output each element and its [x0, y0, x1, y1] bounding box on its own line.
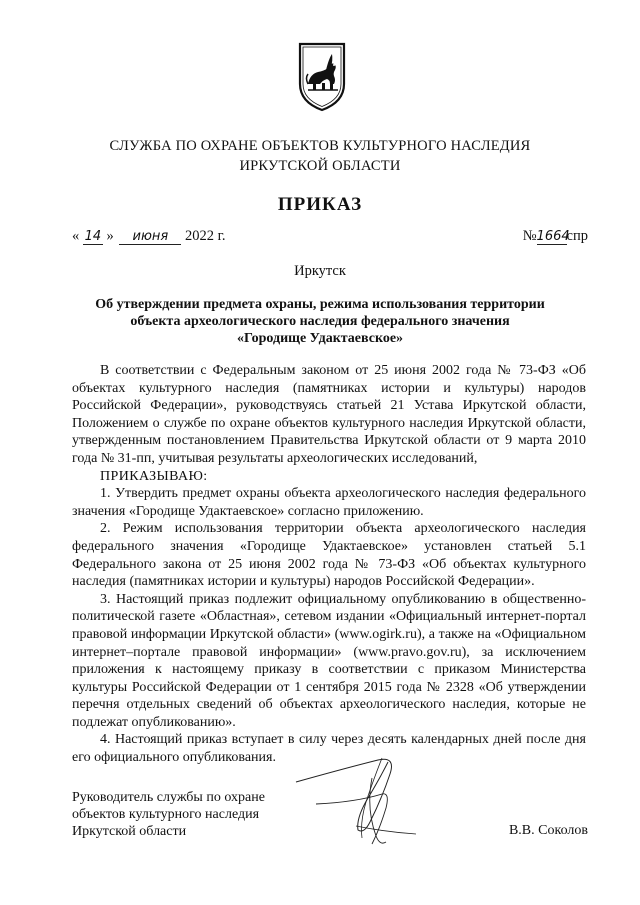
date-month: июня	[119, 230, 181, 245]
order-date	[72, 228, 226, 245]
signatory-title-line-1: Руководитель службы по охране	[72, 790, 265, 805]
order-body	[72, 362, 586, 767]
number-prefix: №	[522, 228, 537, 244]
city: Иркутск	[294, 263, 346, 279]
preamble: В соответствии с Федеральным законом от 25 июня 2002 года № 73-ФЗ «Об объектах культурного наследия (памятниках истории и культуры) народов Российской Федерации», руководствуясь статьей 21 Устава Иркутской области, Положением о службе по охране объектов культурного наследия Иркутской области, утвержденным постановлением Правительства Иркутской области от 9 марта 2010 года № 31-пп, учитывая результаты археологических исследований,	[72, 363, 586, 466]
order-item-1: 1. Утвердить предмет охраны объекта археологического наследия федерального значения «Городище Удактаевское» согласно приложению.	[72, 486, 586, 519]
command-word: ПРИКАЗЫВАЮ:	[100, 468, 208, 484]
document-type: ПРИКАЗ	[277, 194, 363, 215]
signatory-title-line-3: Иркутской области	[72, 824, 187, 839]
subject-line-2: объекта археологического наследия федерального значения	[130, 314, 510, 329]
order-subject	[80, 296, 560, 347]
subject-line-3: «Городище Удактаевское»	[236, 331, 404, 346]
signatory-name: В.В. Соколов	[508, 823, 588, 838]
number-value: 1664	[536, 229, 570, 244]
subject-line-1: Об утверждении предмета охраны, режима использования территории	[95, 297, 545, 312]
date-day: 14	[84, 229, 102, 244]
coat-of-arms-icon	[296, 40, 348, 112]
signatory-title	[72, 789, 292, 840]
date-open-quote: «	[72, 228, 80, 244]
org-line-2: ИРКУТСКОЙ ОБЛАСТИ	[239, 158, 401, 174]
order-item-4: 4. Настоящий приказ вступает в силу через десять календарных дней после дня его официального опубликования.	[72, 732, 586, 766]
signature-icon	[286, 738, 426, 858]
signatory-title-line-2: объектов культурного наследия	[72, 807, 260, 822]
date-year: 2022 г.	[185, 228, 226, 244]
order-item-3: 3. Настоящий приказ подлежит официальному опубликованию в общественно-политической газете «Областная», сетевом издании «Официальный интернет-портал правовой информации Иркутской области» (www.ogirk.ru), а также на «Официальном интернет–портале правовой информации» (www.pravo.gov.ru), за исключением приложения к настоящему приказу в соответствии с приказом Министерства культуры Российской Федерации от 1 сентября 2015 года № 2328 «Об утверждении перечня отдельных сведений об объектах археологического наследия, которые не подлежат опубликованию».	[72, 591, 586, 730]
order-item-2: 2. Режим использования территории объекта археологического наследия федерального значения «Городище Удактаевское» установлен статьей 5.1 Федерального закона от 25 июня 2002 года № 73-ФЗ «Об объектах культурного наследия (памятниках истории и культуры) народов Российской Федерации».	[72, 521, 586, 590]
date-close-quote: »	[106, 228, 114, 244]
organization-name	[60, 136, 580, 176]
org-line-1: СЛУЖБА ПО ОХРАНЕ ОБЪЕКТОВ КУЛЬТУРНОГО НАСЛЕДИЯ	[109, 138, 531, 154]
number-suffix: спр	[566, 228, 588, 244]
order-number	[523, 228, 588, 245]
